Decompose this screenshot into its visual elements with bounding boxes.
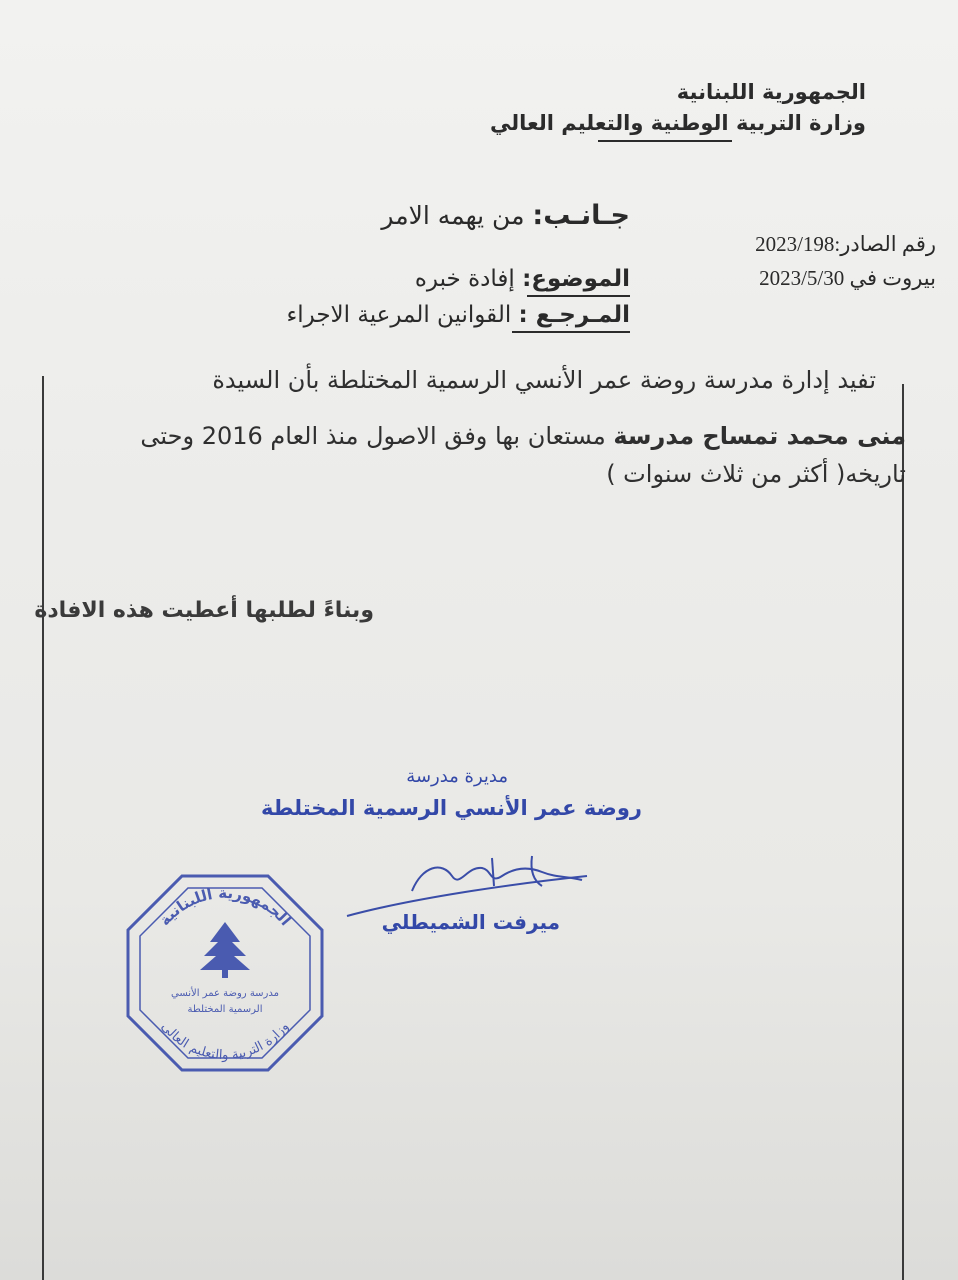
addressee-label: جـانـب: [532,200,630,231]
svg-text:الجمهورية اللبنانية: الجمهورية اللبنانية [155,883,295,930]
subject-underline [527,295,630,297]
issue-number-label: رقم الصادر: [834,232,936,256]
header-republic: الجمهورية اللبنانية [676,80,866,104]
subject [415,266,630,292]
header-ministry: وزارة التربية الوطنية والتعليم العالي [489,111,866,135]
official-stamp [122,870,328,1076]
addressee [381,200,630,231]
issue-number-value: 2023/198 [755,232,835,256]
svg-text:الرسمية المختلطة: الرسمية المختلطة [187,1004,263,1015]
body-line-1: تفيد إدارة مدرسة روضة عمر الأنسي الرسمية المختلطة بأن السيدة [212,366,876,394]
issue-date-label: بيروت في [849,266,936,290]
right-border-line [902,384,904,1280]
signature-school: روضة عمر الأنسي الرسمية المختلطة [260,796,642,820]
signature-title: مديرة مدرسة [406,766,508,787]
employee-name: منى محمد تمساح مدرسة [613,422,906,450]
reference-value: القوانين المرعية الاجراء [286,302,512,328]
issue-date [759,266,936,291]
svg-text:مدرسة روضة عمر الأنسي: مدرسة روضة عمر الأنسي [170,988,280,999]
body-line-2-rest: مستعان بها وفق الاصول منذ العام 2016 وحتى [140,422,614,450]
closing-line: وبناءً لطلبها أعطيت هذه الافادة [34,598,374,623]
reference-label: المـرجـع : [518,302,630,328]
cedar-icon [200,922,250,978]
left-border-line [42,376,44,1280]
body-line-3: تاريخه( أكثر من ثلاث سنوات ) [606,460,906,488]
reference [286,302,630,328]
signatory-name: ميرفت الشميطلي [381,910,560,934]
subject-label: الموضوع: [522,266,630,292]
issue-number [755,232,936,257]
body-line-2 [140,422,906,450]
subject-value: إفادة خبره [414,266,515,292]
addressee-value: من يهمه الامر [381,201,525,230]
reference-underline [512,331,630,333]
ministry-underline [598,140,732,142]
issue-date-value: 2023/5/30 [759,266,845,290]
svg-text:وزارة التربية والتعليم العالي: وزارة التربية والتعليم العالي [157,1019,293,1064]
